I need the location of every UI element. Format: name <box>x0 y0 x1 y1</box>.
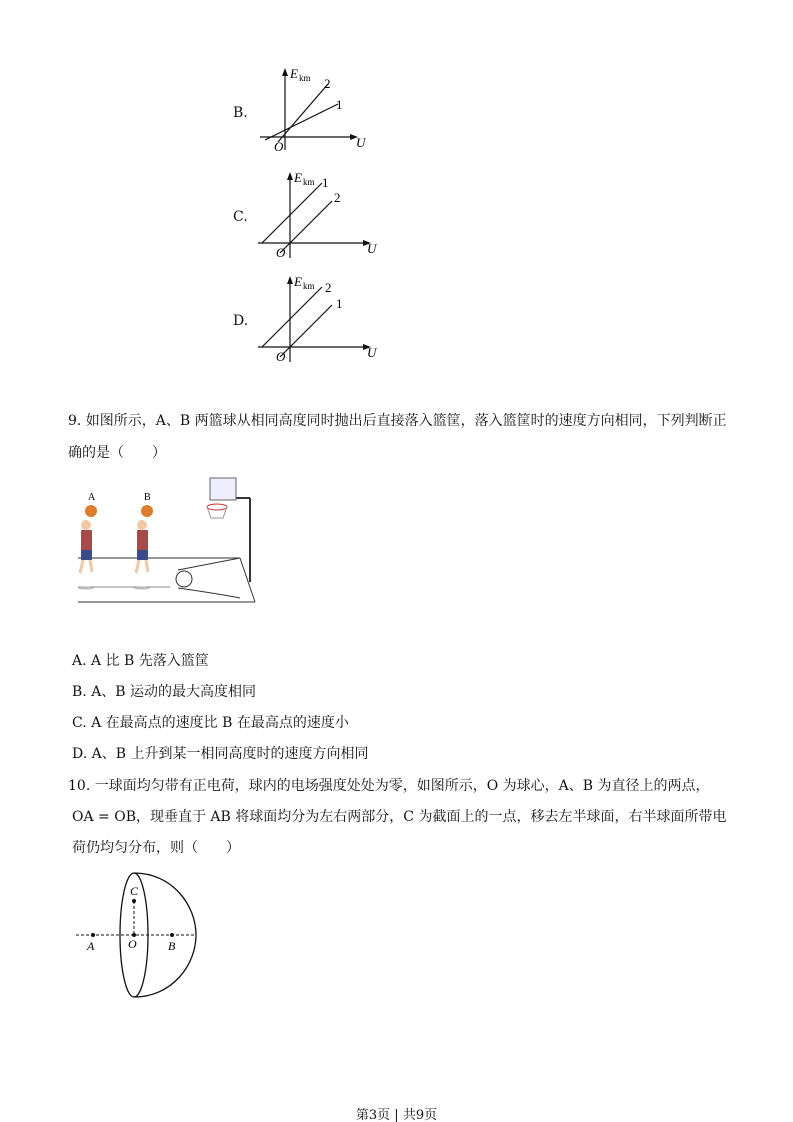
svg-text:1: 1 <box>336 97 343 112</box>
option-d-label: D. <box>233 313 249 329</box>
q9-option-c[interactable]: C. A 在最高点的速度比 B 在最高点的速度小 <box>72 715 349 731</box>
axis-y-label: E <box>290 66 298 81</box>
page-footer: 第3页 | 共9页 <box>355 1108 438 1122</box>
svg-text:O: O <box>274 139 284 154</box>
svg-text:km: km <box>303 281 315 291</box>
q10-text-line2: OA = OB，现垂直于 AB 将球面均分为左右两部分，C 为截面上的一点，移去左半球面，右半球面所带电 <box>72 809 727 825</box>
q10-text-line3: 荷仍均匀分布，则（ ） <box>72 840 240 856</box>
svg-text:1: 1 <box>322 175 329 190</box>
player-b <box>134 505 153 590</box>
svg-text:A: A <box>88 492 96 503</box>
q10-text-line1: 10. 一球面均匀带有正电荷，球内的电场强度处处为零，如图所示，O 为球心，A、B 为直径上的两点， <box>68 778 710 794</box>
player-a <box>78 505 97 590</box>
svg-text:km: km <box>303 177 315 187</box>
svg-text:1: 1 <box>336 296 343 311</box>
q9-option-b[interactable]: B. A、B 运动的最大高度相同 <box>72 684 257 700</box>
svg-text:A: A <box>87 939 95 953</box>
option-d-graph <box>250 270 380 365</box>
svg-text:B: B <box>144 492 151 503</box>
q9-text-line2: 确的是（ ） <box>68 445 166 461</box>
q9-text-line1: 9. 如图所示，A、B 两篮球从相同高度同时抛出后直接落入篮筐，落入篮筐时的速度方向相同，下列判断正 <box>68 413 727 429</box>
svg-text:km: km <box>299 73 311 83</box>
svg-text:U: U <box>367 241 377 256</box>
svg-text:B: B <box>168 939 176 953</box>
svg-text:U: U <box>367 345 377 360</box>
svg-text:E: E <box>294 170 302 185</box>
svg-text:2: 2 <box>334 190 341 205</box>
hemisphere-figure <box>72 865 207 1005</box>
svg-text:O: O <box>128 937 137 951</box>
svg-text:O: O <box>276 349 286 364</box>
basketball-figure <box>70 470 265 610</box>
line-1 <box>265 104 338 140</box>
svg-text:C: C <box>130 884 139 898</box>
option-b-label: B. <box>233 105 248 121</box>
option-c-label: C. <box>233 209 248 225</box>
svg-text:U: U <box>356 135 366 150</box>
q9-option-a[interactable]: A. A 比 B 先落入篮筐 <box>72 653 209 669</box>
svg-text:2: 2 <box>325 280 332 295</box>
q9-option-d[interactable]: D. A、B 上升到某一相同高度时的速度方向相同 <box>72 746 369 762</box>
svg-text:E: E <box>294 274 302 289</box>
option-c-graph <box>250 166 380 261</box>
option-b-graph <box>250 62 370 157</box>
svg-text:O: O <box>276 245 286 260</box>
svg-text:2: 2 <box>324 76 331 91</box>
